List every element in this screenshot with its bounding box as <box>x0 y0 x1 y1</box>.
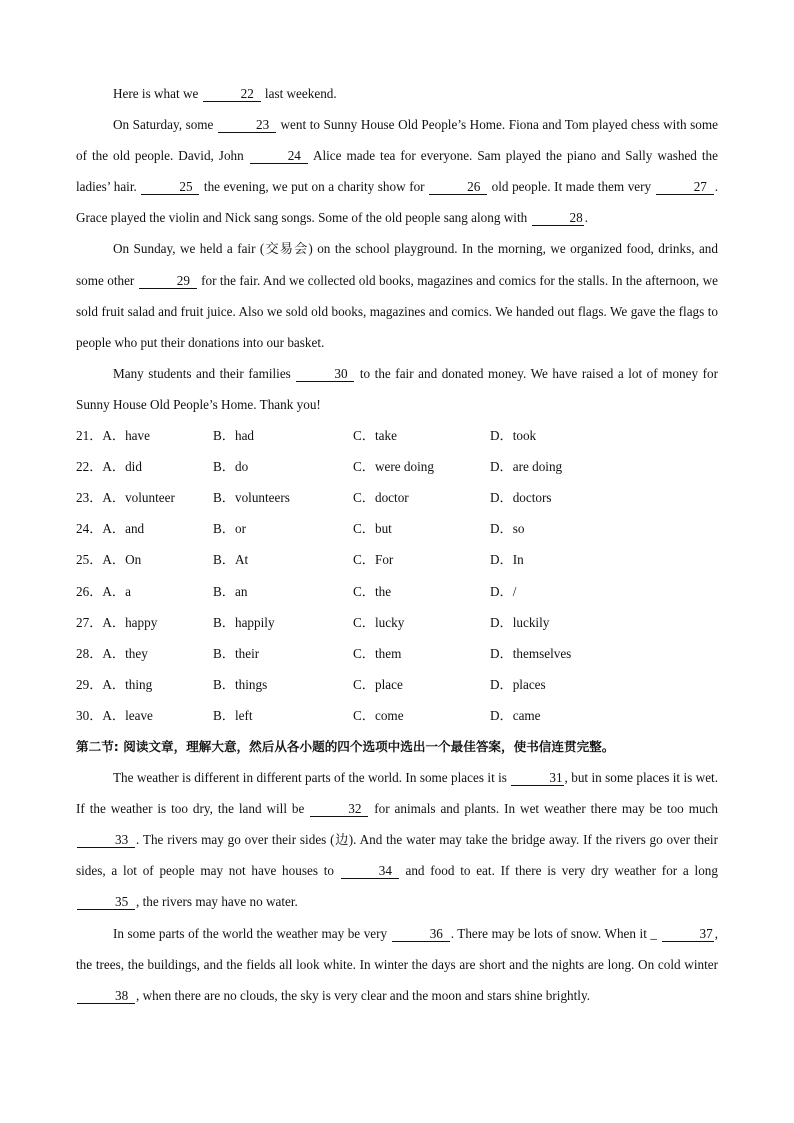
option-row-27 <box>76 607 718 638</box>
option-c[interactable]: C．place <box>353 676 403 692</box>
option-row-26 <box>76 576 718 607</box>
option-d[interactable]: D．themselves <box>490 645 572 661</box>
option-c[interactable]: C．were doing <box>353 459 434 475</box>
option-row-23 <box>76 482 718 513</box>
option-a[interactable]: 21．A．have <box>76 428 150 444</box>
option-a[interactable]: 25．A．On <box>76 552 142 568</box>
option-a[interactable]: 26．A．a <box>76 583 131 599</box>
option-b[interactable]: B．do <box>213 459 249 475</box>
blank-22[interactable]: 22 <box>203 87 261 102</box>
option-d[interactable]: D．/ <box>490 583 517 599</box>
option-d[interactable]: D．so <box>490 521 525 537</box>
blank-31[interactable]: 31 <box>511 771 563 786</box>
option-c[interactable]: C．them <box>353 645 402 661</box>
blank-36[interactable]: 36 <box>392 927 450 942</box>
passage1-paragraph-4: Many students and their families 30 to the fair and donated money. We have raised a lot of money for Sunny House Old People’s Home. Thank you! <box>76 365 718 412</box>
option-row-21 <box>76 420 718 451</box>
blank-34[interactable]: 34 <box>341 864 399 879</box>
option-d[interactable]: D．places <box>490 676 546 692</box>
option-a[interactable]: 24．A．and <box>76 521 145 537</box>
blank-29[interactable]: 29 <box>139 274 197 289</box>
option-a[interactable]: 29．A．thing <box>76 676 153 692</box>
section-2-heading: 第二节: 阅读文章，理解大意，然后从各小题的四个选项中选出一个最佳答案，使书信连贯完整。 <box>76 738 615 754</box>
option-row-24 <box>76 513 718 544</box>
option-d[interactable]: D．took <box>490 428 537 444</box>
option-row-25 <box>76 544 718 575</box>
option-b[interactable]: B．volunteers <box>213 490 290 506</box>
option-a[interactable]: 27．A．happy <box>76 614 158 630</box>
option-d[interactable]: D．doctors <box>490 490 552 506</box>
option-c[interactable]: C．take <box>353 428 397 444</box>
blank-26[interactable]: 26 <box>429 180 487 195</box>
option-b[interactable]: B．or <box>213 521 246 537</box>
option-row-28 <box>76 638 718 669</box>
blank-23[interactable]: 23 <box>218 118 276 133</box>
option-a[interactable]: 30．A．leave <box>76 707 153 723</box>
passage1-paragraph-3: On Sunday, we held a fair (交易会) on the school playground. In the morning, we organized food, drinks, and some other 29 for the fair. And we collected old books, magazines and comics for the stalls. In the afternoon, we sold fruit salad and fruit juice. Also we sold old books, magazines and comics. We handed out flags. We gave the flags to people who put their donations into our basket. <box>76 241 718 350</box>
passage1-paragraph-1: Here is what we 22 last weekend. <box>113 86 337 101</box>
option-b[interactable]: B．their <box>213 645 260 661</box>
option-d[interactable]: D．are doing <box>490 459 563 475</box>
blank-37[interactable]: 37 <box>662 927 714 942</box>
blank-28[interactable]: 28 <box>532 211 584 226</box>
document-page <box>76 78 718 1011</box>
blank-35[interactable]: 35 <box>77 895 135 910</box>
option-row-29 <box>76 669 718 700</box>
blank-30[interactable]: 30 <box>296 367 354 382</box>
option-a[interactable]: 23．A．volunteer <box>76 490 175 506</box>
option-c[interactable]: C．For <box>353 552 394 568</box>
option-d[interactable]: D．In <box>490 552 524 568</box>
options-list <box>76 420 718 731</box>
option-row-30 <box>76 700 718 731</box>
option-b[interactable]: B．At <box>213 552 249 568</box>
blank-32[interactable]: 32 <box>310 802 368 817</box>
option-c[interactable]: C．the <box>353 583 392 599</box>
blank-25[interactable]: 25 <box>141 180 199 195</box>
blank-33[interactable]: 33 <box>77 833 135 848</box>
option-b[interactable]: B．an <box>213 583 248 599</box>
option-b[interactable]: B．happily <box>213 614 275 630</box>
option-b[interactable]: B．had <box>213 428 255 444</box>
option-a[interactable]: 28．A．they <box>76 645 148 661</box>
option-a[interactable]: 22．A．did <box>76 459 142 475</box>
passage1-paragraph-2: On Saturday, some 23 went to Sunny House Old People’s Home. Fiona and Tom played chess with some of the old people. David, John 24 Alice made tea for everyone. Sam played the piano and Sally washed the ladies’ hair. 25 the evening, we put on a charity show for 26 old people. It made them very 27 . Grace played the violin and Nick sang songs. Some of the old people sang along with 28 . <box>76 117 718 226</box>
option-c[interactable]: C．lucky <box>353 614 405 630</box>
option-b[interactable]: B．left <box>213 707 253 723</box>
option-row-22 <box>76 451 718 482</box>
option-b[interactable]: B．things <box>213 676 268 692</box>
passage2-paragraph-2: In some parts of the world the weather may be very 36 . There may be lots of snow. When it _ 37 , the trees, the buildings, and the fields all look white. In winter the days are short and the nights are long. On cold winter 38 , when there are no clouds, the sky is very clear and the moon and stars shine brightly. <box>76 925 719 1003</box>
blank-27[interactable]: 27 <box>656 180 714 195</box>
option-c[interactable]: C．but <box>353 521 392 537</box>
blank-38[interactable]: 38 <box>77 989 135 1004</box>
passage2-paragraph-1: The weather is different in different parts of the world. In some places it is 31 , but in some places it is wet. If the weather is too dry, the land will be 32 for animals and plants. In wet weather there may be too much 33 . The rivers may go over their sides (边). And the water may take the bridge away. If the rivers go over their sides, a lot of people may not have houses to 34 and food to eat. If there is very dry weather for a long 35 , the rivers may have no water. <box>76 770 719 910</box>
blank-24[interactable]: 24 <box>250 149 308 164</box>
option-c[interactable]: C．doctor <box>353 490 409 506</box>
option-d[interactable]: D．came <box>490 707 541 723</box>
option-d[interactable]: D．luckily <box>490 614 550 630</box>
option-c[interactable]: C．come <box>353 707 404 723</box>
